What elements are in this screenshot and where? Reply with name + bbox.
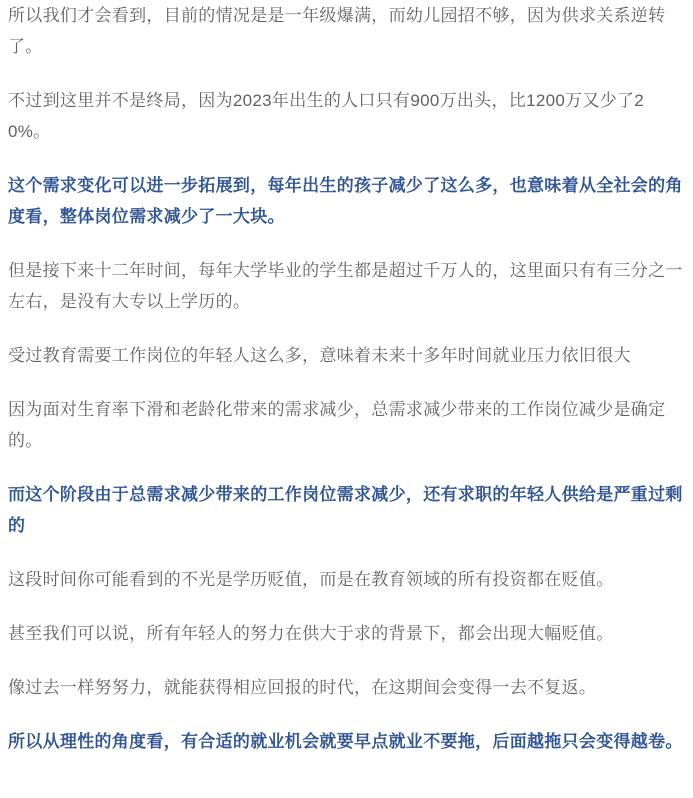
article-paragraph: 所以我们才会看到，目前的情况是是一年级爆满，而幼儿园招不够，因为供求关系逆转了。 <box>8 6 666 56</box>
article-paragraph: 像过去一样努努力，就能获得相应回报的时代，在这期间会变得一去不复返。 <box>8 678 597 697</box>
article-paragraph: 但是接下来十二年时间，每年大学毕业的学生都是超过千万人的，这里面只有有三分之一左右，是没有大专以上学历的。 <box>8 261 683 311</box>
article-paragraph: 这段时间你可能看到的不光是学历贬值，而是在教育领域的所有投资都在贬值。 <box>8 570 614 589</box>
article-paragraph: 不过到这里并不是终局，因为2023年出生的人口只有900万出头，比1200万又少了20%。 <box>8 91 645 141</box>
article-paragraph: 这个需求变化可以进一步拓展到，每年出生的孩子减少了这么多，也意味着从全社会的角度看，整体岗位需求减少了一大块。 <box>8 176 683 226</box>
article-paragraph: 所以从理性的角度看，有合适的就业机会就要早点就业不要拖，后面越拖只会变得越卷。 <box>8 732 683 751</box>
article-paragraph: 甚至我们可以说，所有年轻人的努力在供大于求的背景下，都会出现大幅贬值。 <box>8 624 614 643</box>
article-paragraph: 而这个阶段由于总需求减少带来的工作岗位需求减少，还有求职的年轻人供给是严重过剩的 <box>8 485 683 535</box>
article-paragraph: 因为面对生育率下滑和老龄化带来的需求减少，总需求减少带来的工作岗位减少是确定的。 <box>8 400 666 450</box>
article-paragraph: 受过教育需要工作岗位的年轻人这么多，意味着未来十多年时间就业压力依旧很大 <box>8 346 631 365</box>
